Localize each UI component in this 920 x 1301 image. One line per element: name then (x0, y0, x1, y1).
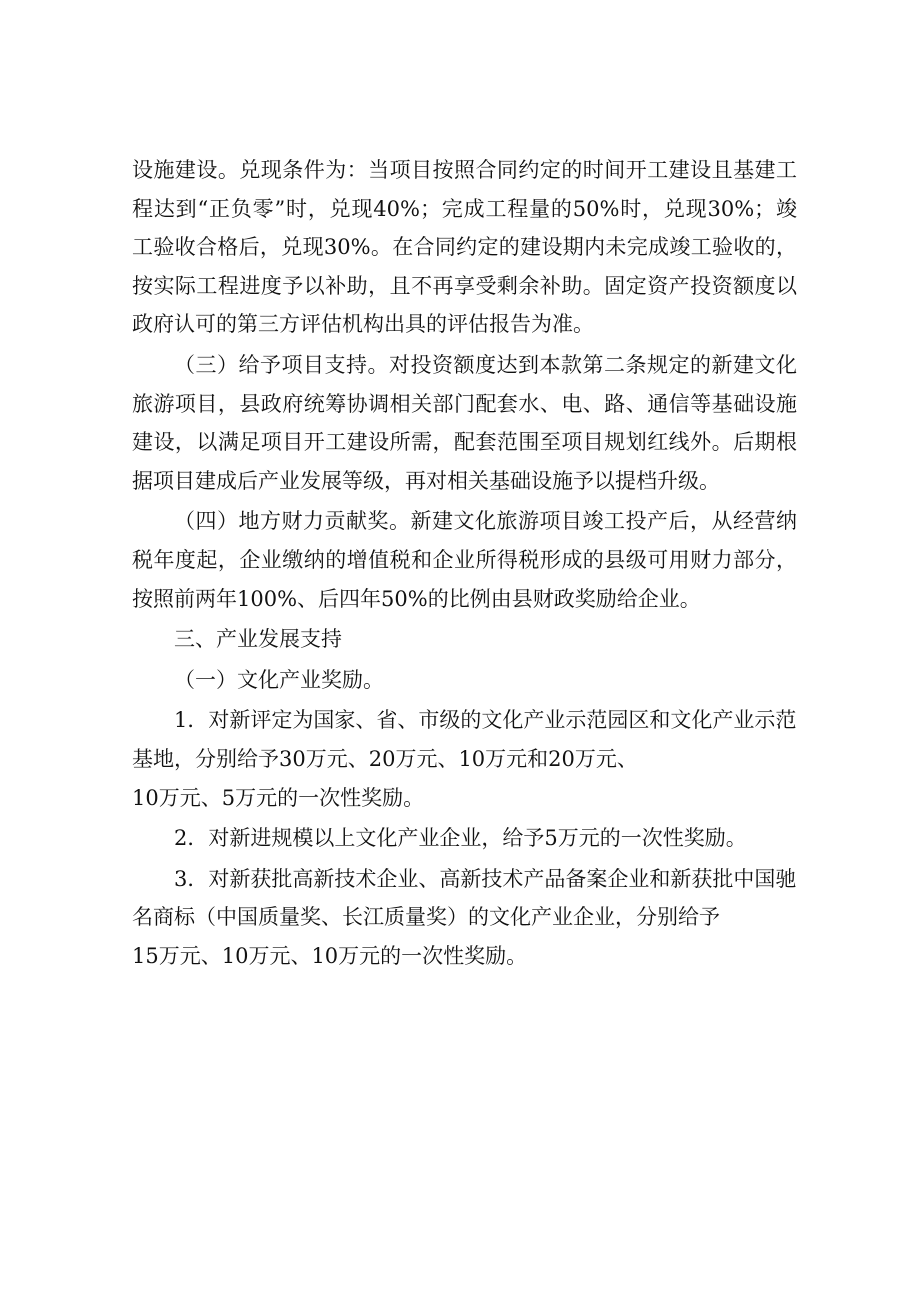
list-item-3-continued: 15万元、10万元、10万元的一次性奖励。 (132, 943, 528, 968)
subsection-heading-culture-industry-award: （一）文化产业奖励。 (174, 667, 384, 692)
paragraph-construction-conditions: 设施建设。兑现条件为：当项目按照合同约定的时间开工建设且基建工程达到“正负零”时，兑现40%；完成工程量的50%时，兑现30%；竣工验收合格后，兑现30%。在合同约定的建设期内未完成竣工验收的，按实际工程进度予以补助，且不再享受剩余补助。固定资产投资额度以政府认可的第三方评估机构出具的评估报告为准。 (132, 158, 797, 337)
list-item-3: 3．对新获批高新技术企业、高新技术产品备案企业和新获批中国驰名商标（中国质量奖、长江质量奖）的文化产业企业，分别给予 (132, 866, 797, 930)
paragraph-project-support: （三）给予项目支持。对投资额度达到本款第二条规定的新建文化旅游项目，县政府统筹协调相关部门配套水、电、路、通信等基础设施建设，以满足项目开工建设所需，配套范围至项目规划红线外。后期根据项目建成后产业发展等级，再对相关基础设施予以提档升级。 (132, 352, 797, 493)
document-body (132, 151, 797, 975)
paragraph-fiscal-contribution-award: （四）地方财力贡献奖。新建文化旅游项目竣工投产后，从经营纳税年度起，企业缴纳的增值税和企业所得税形成的县级可用财力部分，按照前两年100%、后四年50%的比例由县财政奖励给企业。 (132, 509, 797, 611)
list-item-1: 1．对新评定为国家、省、市级的文化产业示范园区和文化产业示范基地，分别给予30万元、20万元、10万元和20万元、 (132, 708, 797, 771)
section-heading-industry-support: 三、产业发展支持 (174, 627, 342, 652)
list-item-1-continued: 10万元、5万元的一次性奖励。 (132, 785, 425, 810)
list-item-2: 2．对新进规模以上文化产业企业，给予5万元的一次性奖励。 (174, 826, 747, 851)
